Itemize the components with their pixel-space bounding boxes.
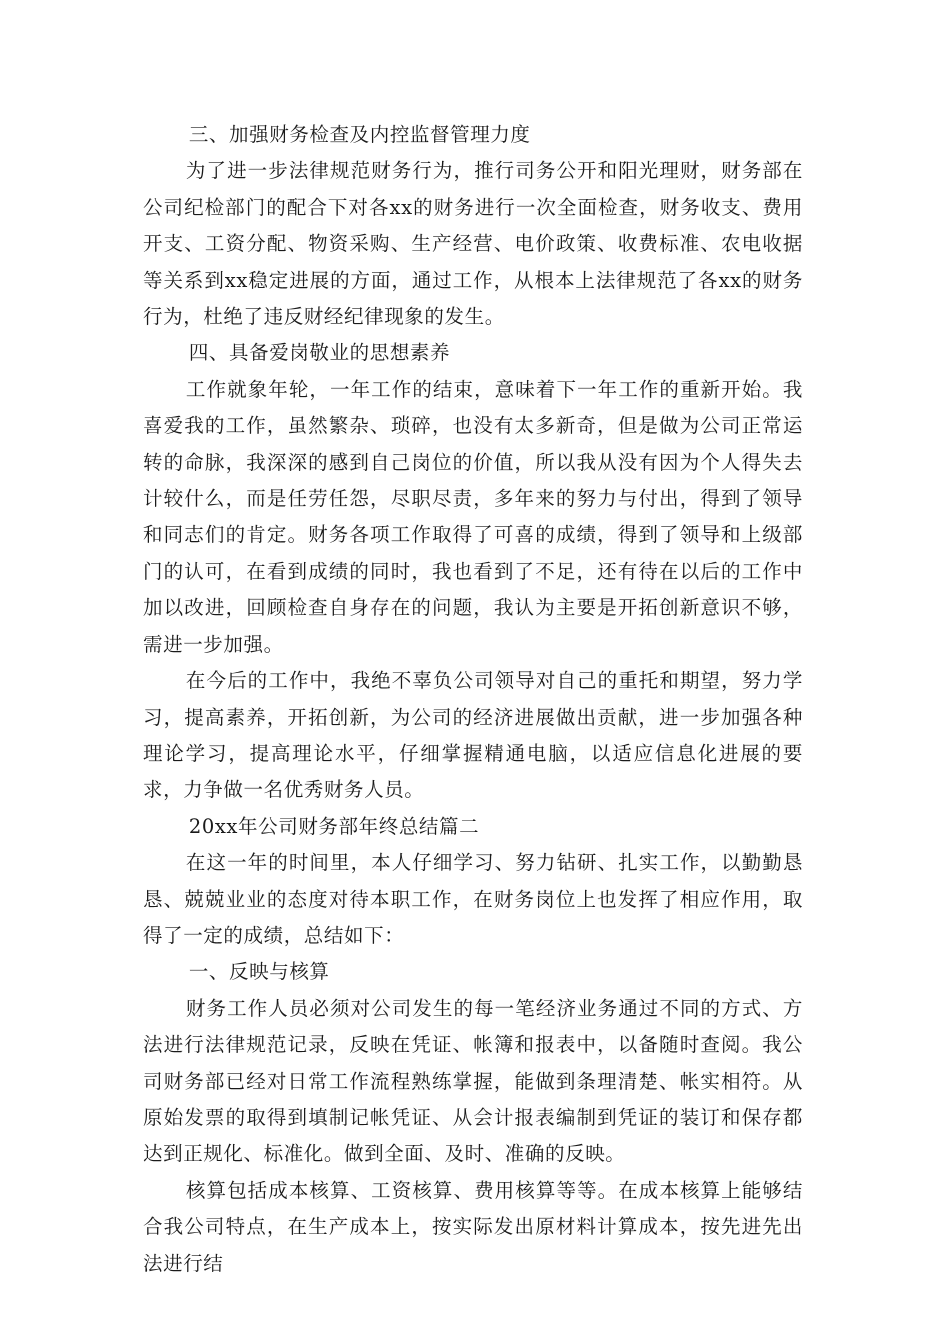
section-heading-4: 四、具备爱岗敬业的思想素养: [188, 341, 451, 365]
paragraph-reporting: 财务工作人员必须对公司发生的每一笔经济业务通过不同的方式、方法进行法律规范记录，反映在凭证、帐簿和报表中，以备随时查阅。我公司财务部已经对日常工作流程熟练掌握，能做到条理清楚、帐实相符。从原始发票的取得到填制记帐凭证、从会计报表编制到凭证的装订和保存都达到正规化、标准化。做到全面、及时、准确的反映。: [143, 996, 803, 1166]
document-body: [143, 117, 803, 1282]
paragraph-work-reflection: 工作就象年轮，一年工作的结束，意味着下一年工作的重新开始。我喜爱我的工作，虽然繁杂、琐碎，也没有太多新奇，但是做为公司正常运转的命脉，我深深的感到自己岗位的价值，所以我从没有因为个人得失去计较什么，而是任劳任怨，尽职尽责，多年来的努力与付出，得到了领导和同志们的肯定。财务各项工作取得了可喜的成绩，得到了领导和上级部门的认可，在看到成绩的同时，我也看到了不足，还有待在以后的工作中加以改进，回顾检查自身存在的问题，我认为主要是开拓创新意识不够，需进一步加强。: [143, 377, 803, 656]
paragraph-financial-inspection: 为了进一步法律规范财务行为，推行司务公开和阳光理财，财务部在公司纪检部门的配合下对各xx的财务进行一次全面检查，财务收支、费用开支、工资分配、物资采购、生产经营、电价政策、收费标准、农电收据等关系到xx稳定进展的方面，通过工作，从根本上法律规范了各xx的财务行为，杜绝了违反财经纪律现象的发生。: [143, 159, 803, 329]
section-heading-1: 一、反映与核算: [188, 960, 330, 984]
section-heading-3: 三、加强财务检查及内控监督管理力度: [188, 123, 531, 146]
paragraph-year-summary: 在这一年的时间里，本人仔细学习、努力钻研、扎实工作，以勤勤恳恳、兢兢业业的态度对待本职工作，在财务岗位上也发挥了相应作用，取得了一定的成绩，总结如下：: [143, 851, 803, 947]
paragraph-future-work: 在今后的工作中，我绝不辜负公司领导对自己的重托和期望，努力学习，提高素养，开拓创新，为公司的经济进展做出贡献，进一步加强各种理论学习，提高理论水平，仔细掌握精通电脑，以适应信息化进展的要求，力争做一名优秀财务人员。: [143, 669, 803, 802]
paragraph-accounting: 核算包括成本核算、工资核算、费用核算等等。在成本核算上能够结合我公司特点，在生产成本上，按实际发出原材料计算成本，按先进先出法进行结: [143, 1178, 803, 1275]
article-title-part-two: 20xx年公司财务部年终总结篇二: [188, 814, 480, 838]
